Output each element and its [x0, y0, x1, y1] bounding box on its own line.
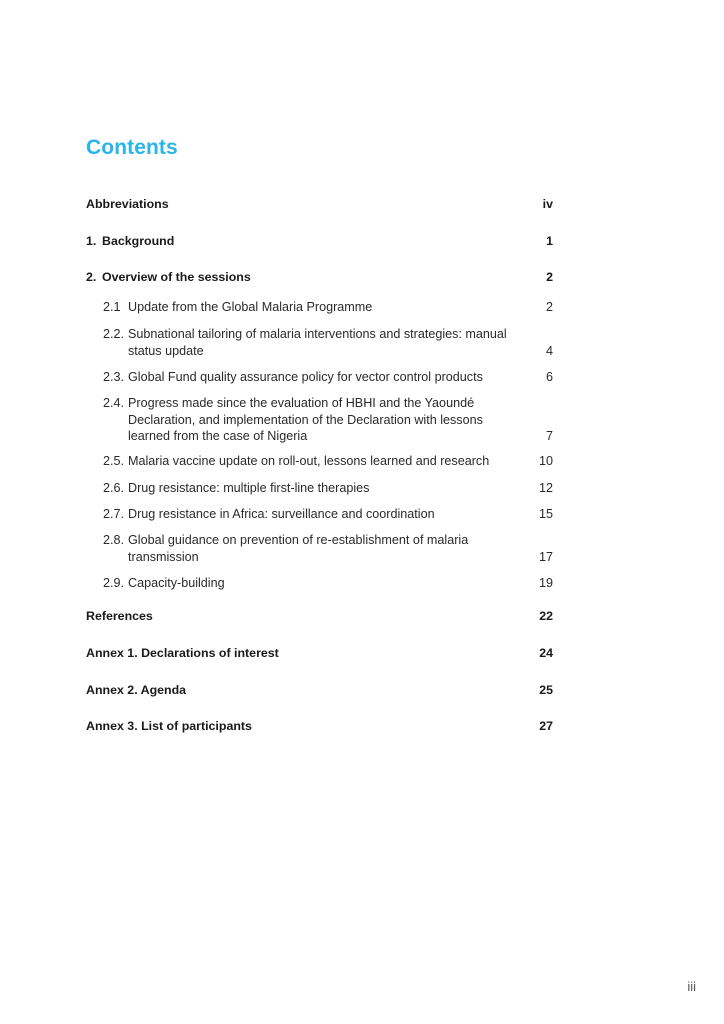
toc-entry-label: References	[86, 609, 153, 623]
toc-entry-number: 2.8.	[103, 533, 125, 547]
toc-entry-number: 2.1	[103, 300, 121, 314]
toc-entry-2-4[interactable]	[86, 395, 553, 445]
toc-entry-page: 1	[546, 234, 553, 248]
toc-entry-background[interactable]	[86, 233, 553, 250]
toc-entry-2-7[interactable]	[86, 506, 553, 523]
toc-entry-label: Annex 2. Agenda	[86, 683, 187, 697]
toc-entry-page: 15	[538, 507, 553, 521]
toc-entry-page: 24	[539, 646, 553, 660]
toc-entry-label: Background	[102, 234, 175, 248]
toc-entry-number: 2.	[86, 270, 97, 284]
toc-entry-page: 2	[545, 300, 553, 314]
toc-entry-label: Drug resistance: multiple first-line therapies	[128, 481, 370, 495]
toc-entry-2-6[interactable]	[86, 480, 553, 497]
toc-entry-2-2[interactable]	[86, 326, 553, 359]
toc-entry-page: 19	[538, 576, 553, 590]
toc-entry-references[interactable]	[86, 608, 553, 625]
toc-entry-number: 2.9.	[103, 576, 125, 590]
toc-entry-number: 2.5.	[103, 454, 125, 468]
toc-entry-overview[interactable]	[86, 269, 553, 286]
toc-entry-number: 1.	[86, 234, 97, 248]
page-number: iii	[687, 979, 696, 994]
toc-entry-label: Overview of the sessions	[102, 270, 251, 284]
toc-entry-label: Progress made since the evaluation of HBHI and the Yaoundé Declaration, and implementation of the Declaration with lessons learned from the case of Nigeria	[128, 396, 483, 443]
toc-entry-abbreviations[interactable]	[86, 196, 553, 213]
toc-entry-2-1[interactable]	[86, 299, 553, 316]
toc-entry-page: 22	[539, 609, 553, 623]
toc-entry-label: Capacity-building	[128, 576, 225, 590]
toc-entry-2-8[interactable]	[86, 532, 553, 565]
toc-entry-label: Global Fund quality assurance policy for vector control products	[128, 370, 483, 384]
toc-entry-page: 25	[539, 683, 553, 697]
toc-entry-label: Subnational tailoring of malaria interventions and strategies: manual status update	[128, 327, 507, 358]
page-title: Contents	[86, 136, 178, 159]
toc-entry-page: iv	[542, 197, 553, 211]
toc-entry-label: Annex 3. List of participants	[86, 719, 252, 733]
toc-entry-annex-1[interactable]	[86, 645, 553, 662]
toc-entry-page: 27	[539, 719, 553, 733]
toc-entry-annex-2[interactable]	[86, 682, 553, 699]
toc-entry-page: 4	[545, 343, 553, 358]
toc-entry-page: 2	[546, 270, 553, 284]
toc-entry-page: 10	[538, 454, 553, 468]
toc-entry-2-5[interactable]	[86, 453, 553, 470]
toc-entry-number: 2.6.	[103, 481, 125, 495]
toc-entry-page: 17	[538, 549, 553, 564]
toc-entry-number: 2.7.	[103, 507, 125, 521]
toc-entry-2-9[interactable]	[86, 575, 553, 592]
toc-entry-label: Annex 1. Declarations of interest	[86, 646, 279, 660]
toc-entry-label: Global guidance on prevention of re-establishment of malaria transmission	[128, 533, 469, 564]
toc-entry-label: Abbreviations	[86, 197, 169, 211]
toc-entry-page: 7	[545, 429, 553, 443]
toc-entry-page: 12	[538, 481, 553, 495]
toc-entry-number: 2.2.	[103, 327, 125, 341]
toc-entry-number: 2.4.	[103, 396, 125, 410]
toc-entry-label: Drug resistance in Africa: surveillance and coordination	[128, 507, 435, 521]
toc-entry-page: 6	[545, 370, 553, 384]
toc-entry-label: Update from the Global Malaria Programme	[128, 300, 373, 314]
toc-entry-2-3[interactable]	[86, 369, 553, 386]
toc-entry-label: Malaria vaccine update on roll-out, lessons learned and research	[128, 454, 490, 468]
toc-entry-annex-3[interactable]	[86, 718, 553, 735]
toc-entry-number: 2.3.	[103, 370, 125, 384]
